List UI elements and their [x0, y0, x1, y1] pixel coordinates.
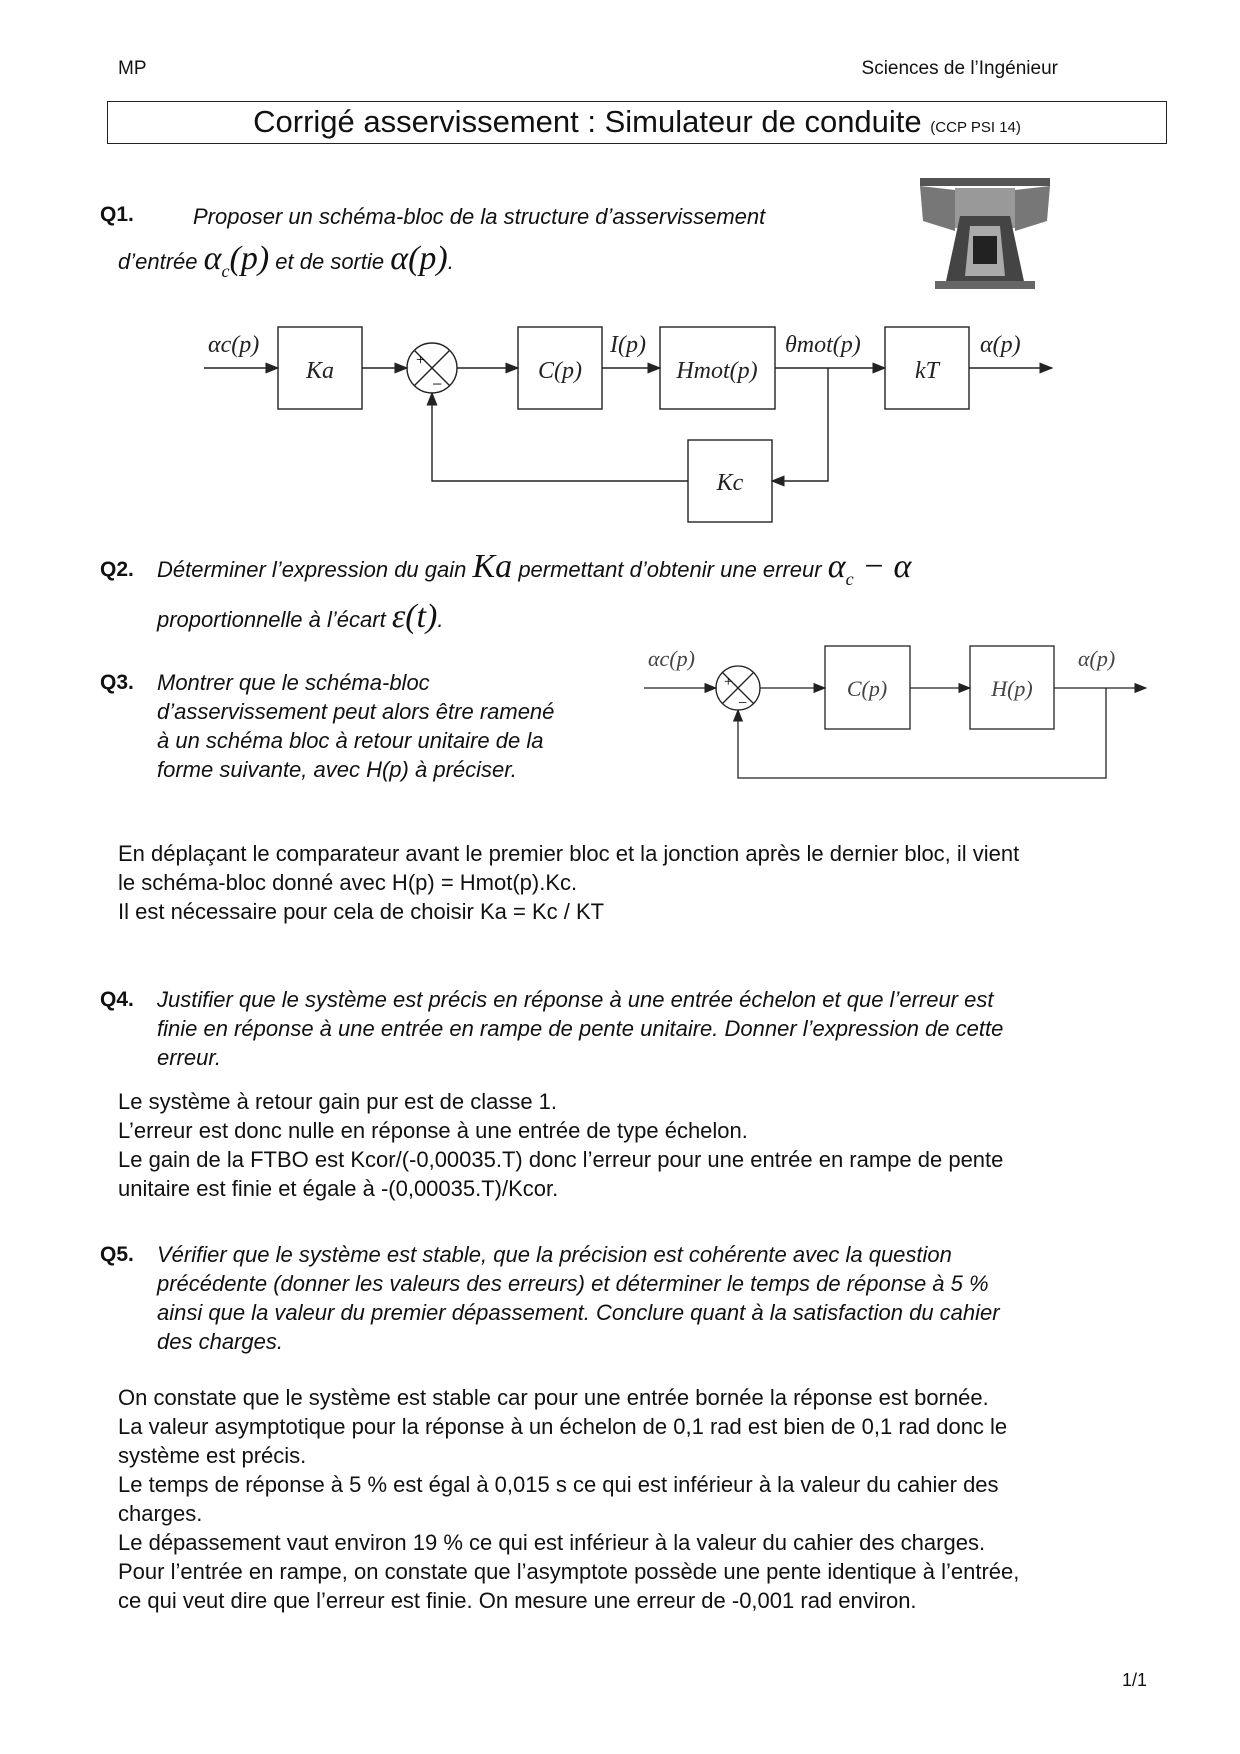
a4-line3: Le gain de la FTBO est Kcor/(-0,00035.T) donc l’erreur pour une entrée en rampe de pente: [118, 1147, 1004, 1172]
d1-block-kc-label: Kc: [716, 470, 744, 496]
answer-q3: [118, 839, 1168, 926]
d2-output-label: α(p): [1078, 646, 1116, 671]
q4-line: finie en réponse à une entrée en rampe de pente unitaire. Donner l’expression de cette: [157, 1016, 1004, 1041]
q3-text: [157, 668, 627, 784]
a5-line: Le dépassement vaut environ 19 % ce qui est inférieur à la valeur du cahier des charges.: [118, 1530, 986, 1555]
page-number: 1/1: [1121, 1670, 1147, 1690]
block-diagram-1: [200, 322, 1060, 532]
a5-line: système est précis.: [118, 1443, 307, 1468]
d1-input-label: αc(p): [208, 332, 260, 358]
simulator-image: [915, 176, 1055, 296]
q5-line: ainsi que la valeur du premier dépassement. Conclure quant à la satisfaction du cahier: [157, 1300, 1000, 1325]
q5-line: précédente (donner les valeurs des erreurs) et déterminer le temps de réponse à 5 %: [157, 1271, 989, 1296]
page-title: [107, 101, 1167, 144]
title-main: Corrigé asservissement : Simulateur de conduite: [253, 104, 922, 139]
q2-line2: [157, 598, 444, 635]
svg-text:−: −: [432, 374, 443, 394]
svg-text:+: +: [724, 674, 733, 690]
q2-line2-end: .: [437, 607, 444, 632]
q1-output: α(p): [390, 240, 448, 277]
a3-line2: le schéma-bloc donné avec H(p) = Hmot(p).Kc.: [118, 870, 578, 895]
q5-line: des charges.: [157, 1329, 283, 1354]
d1-signal-theta: θmot(p): [785, 332, 861, 358]
a4-line4: unitaire est finie et égale à -(0,00035.T)/Kcor.: [118, 1176, 559, 1201]
header-left: MP: [118, 58, 147, 79]
q1-number: Q1.: [100, 203, 134, 226]
a3-line1: En déplaçant le comparateur avant le premier bloc et la jonction après le dernier bloc, il vient: [118, 841, 1020, 866]
block-diagram-2: [640, 640, 1150, 790]
q1-end: .: [447, 249, 454, 274]
q1-line1: Proposer un schéma-bloc de la structure d’asservissement: [193, 204, 766, 229]
d1-block-kt-label: kT: [915, 358, 939, 384]
q2-err-sym: α: [827, 548, 846, 585]
q3-line: à un schéma bloc à retour unitaire de la: [157, 728, 544, 753]
a5-line: ce qui veut dire que l’erreur est finie. On mesure une erreur de -0,001 rad environ.: [118, 1588, 917, 1613]
d1-signal-output: α(p): [980, 332, 1021, 358]
header-right: Sciences de l’Ingénieur: [861, 58, 1058, 79]
q2-line2-pre: proportionnelle à l’écart: [157, 607, 386, 632]
q4-text: [157, 985, 1167, 1072]
q5-text: [157, 1240, 1167, 1356]
d1-block-ka-label: Ka: [305, 358, 335, 384]
a4-line2: L’erreur est donc nulle en réponse à une entrée de type échelon.: [118, 1118, 748, 1143]
a5-line: Pour l’entrée en rampe, on constate que l’asymptote possède une pente identique à l’entrée,: [118, 1559, 1020, 1584]
q1-input-sym: α: [203, 240, 222, 277]
q2-mid: permettant d’obtenir une erreur: [518, 557, 822, 582]
q2-pre: Déterminer l’expression du gain: [157, 557, 467, 582]
q3-number: Q3.: [100, 671, 134, 694]
q1-input-sub: c: [221, 260, 230, 281]
q1-mid: et de sortie: [275, 249, 385, 274]
title-tag: (CCP PSI 14): [930, 119, 1021, 136]
q2-sym: Ka: [472, 548, 513, 585]
q2-number: Q2.: [100, 558, 134, 581]
q3-line: d’asservissement peut alors être ramené: [157, 699, 555, 724]
svg-text:−: −: [738, 695, 748, 712]
a5-line: On constate que le système est stable car pour une entrée bornée la réponse est bornée.: [118, 1385, 989, 1410]
q3-line: Montrer que le schéma-bloc: [157, 670, 430, 695]
answer-q4: [118, 1087, 1168, 1203]
q1-line2: [118, 240, 454, 286]
q4-line: erreur.: [157, 1045, 221, 1070]
q5-line: Vérifier que le système est stable, que la précision est cohérente avec la question: [157, 1242, 952, 1267]
d1-block-hmot-label: Hmot(p): [676, 358, 758, 384]
q4-line: Justifier que le système est précis en réponse à une entrée échelon et que l’erreur est: [157, 987, 994, 1012]
d2-block-cp-label: C(p): [846, 676, 888, 701]
q4-number: Q4.: [100, 988, 134, 1011]
svg-text:+: +: [416, 352, 426, 369]
a4-line1: Le système à retour gain pur est de classe 1.: [118, 1089, 558, 1114]
q2-line2-sym: ε(t): [391, 598, 438, 635]
q2-line1: [157, 548, 912, 594]
q3-line: forme suivante, avec H(p) à préciser.: [157, 757, 517, 782]
d2-block-hp-label: H(p): [991, 676, 1033, 701]
d2-input-label: αc(p): [648, 646, 695, 671]
a5-line: Le temps de réponse à 5 % est égal à 0,015 s ce qui est inférieur à la valeur du cahier des: [118, 1472, 999, 1497]
a3-line3: Il est nécessaire pour cela de choisir Ka = Kc / KT: [118, 899, 605, 924]
d1-block-cp-label: C(p): [538, 358, 582, 384]
q2-err-sub: c: [845, 568, 854, 589]
q1-input-arg: (p): [229, 240, 270, 277]
q1-pre: d’entrée: [118, 249, 198, 274]
answer-q5: [118, 1383, 1168, 1615]
q2-err-tail: − α: [862, 548, 912, 585]
a5-line: La valeur asymptotique pour la réponse à un échelon de 0,1 rad est bien de 0,1 rad donc le: [118, 1414, 1008, 1439]
d1-signal-i: I(p): [610, 332, 646, 358]
q5-number: Q5.: [100, 1243, 134, 1266]
a5-line: charges.: [118, 1501, 203, 1526]
